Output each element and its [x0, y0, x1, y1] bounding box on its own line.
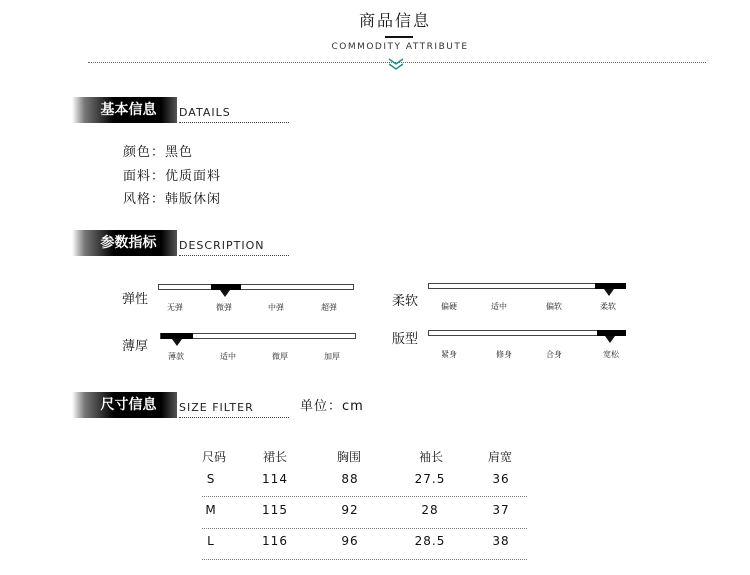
param-fit-scale: [428, 330, 625, 336]
table-cell: 36: [492, 472, 510, 486]
table-header-cell: 尺码: [201, 450, 227, 464]
tick-label: 修身: [496, 350, 512, 359]
tick-label: 偏硬: [441, 302, 457, 311]
section-params-title: 参数指标: [72, 230, 177, 256]
param-thickness-scale: [160, 333, 356, 339]
section-params-subtitle: DESCRIPTION: [179, 239, 289, 256]
tick-label: 合身: [546, 350, 562, 359]
table-header-cell: 肩宽: [487, 450, 513, 464]
table-cell: 88: [341, 472, 359, 486]
tick-label: 薄款: [168, 352, 184, 361]
double-chevron-down-icon: [387, 57, 405, 71]
table-cell: 92: [341, 503, 359, 517]
param-softness-label: 柔软: [392, 294, 419, 309]
tick-label: 适中: [220, 352, 236, 361]
table-cell: 116: [262, 534, 288, 548]
table-header-cell: 裙长: [262, 450, 288, 464]
param-thickness-label: 薄厚: [122, 339, 149, 354]
page-title: 商品信息: [358, 11, 431, 30]
section-size-title: 尺寸信息: [72, 392, 177, 418]
tick-label: 加厚: [324, 352, 340, 361]
unit-label: 单位：cm: [300, 399, 364, 414]
row-divider: [202, 559, 527, 560]
tick-label: 中弹: [268, 303, 284, 312]
table-cell: 115: [262, 503, 288, 517]
tick-label: 微厚: [272, 352, 288, 361]
selected-marker: [172, 339, 182, 346]
param-softness-scale: [428, 283, 625, 289]
param-elasticity-scale: [158, 284, 354, 290]
param-elasticity-label: 弹性: [122, 292, 149, 307]
selected-marker: [605, 336, 615, 343]
table-cell: L: [207, 534, 215, 548]
tick-label: 微弹: [216, 303, 232, 312]
tick-label: 偏软: [546, 302, 562, 311]
section-basic-subtitle: DATAILS: [179, 106, 289, 123]
selected-marker: [220, 290, 230, 297]
info-style: 风格：韩版休闲: [123, 192, 222, 207]
tick-label: 宽松: [603, 350, 619, 359]
info-color: 颜色：黑色: [123, 145, 194, 160]
info-fabric: 面料：优质面料: [123, 169, 222, 184]
param-fit-label: 版型: [392, 332, 419, 347]
selected-marker: [604, 289, 614, 296]
table-cell: 37: [492, 503, 510, 517]
section-size-subtitle: SIZE FILTER: [179, 401, 289, 418]
table-header-cell: 胸围: [336, 450, 362, 464]
table-cell: M: [205, 503, 217, 517]
table-cell: S: [206, 472, 216, 486]
table-cell: 96: [341, 534, 359, 548]
row-divider: [202, 496, 527, 497]
row-divider: [202, 528, 527, 529]
tick-label: 无弹: [167, 303, 183, 312]
tick-label: 紧身: [441, 350, 457, 359]
tick-label: 超弹: [321, 303, 337, 312]
page-subtitle: COMMODITY ATTRIBUTE: [331, 42, 469, 52]
table-cell: 38: [492, 534, 510, 548]
table-cell: 114: [262, 472, 288, 486]
table-cell: 28: [421, 503, 439, 517]
tick-label: 柔软: [600, 302, 616, 311]
tick-label: 适中: [491, 302, 507, 311]
table-cell: 28.5: [414, 534, 446, 548]
table-header-cell: 袖长: [418, 450, 444, 464]
table-cell: 27.5: [414, 472, 446, 486]
section-basic-title: 基本信息: [72, 97, 177, 123]
title-underline: [385, 36, 413, 38]
